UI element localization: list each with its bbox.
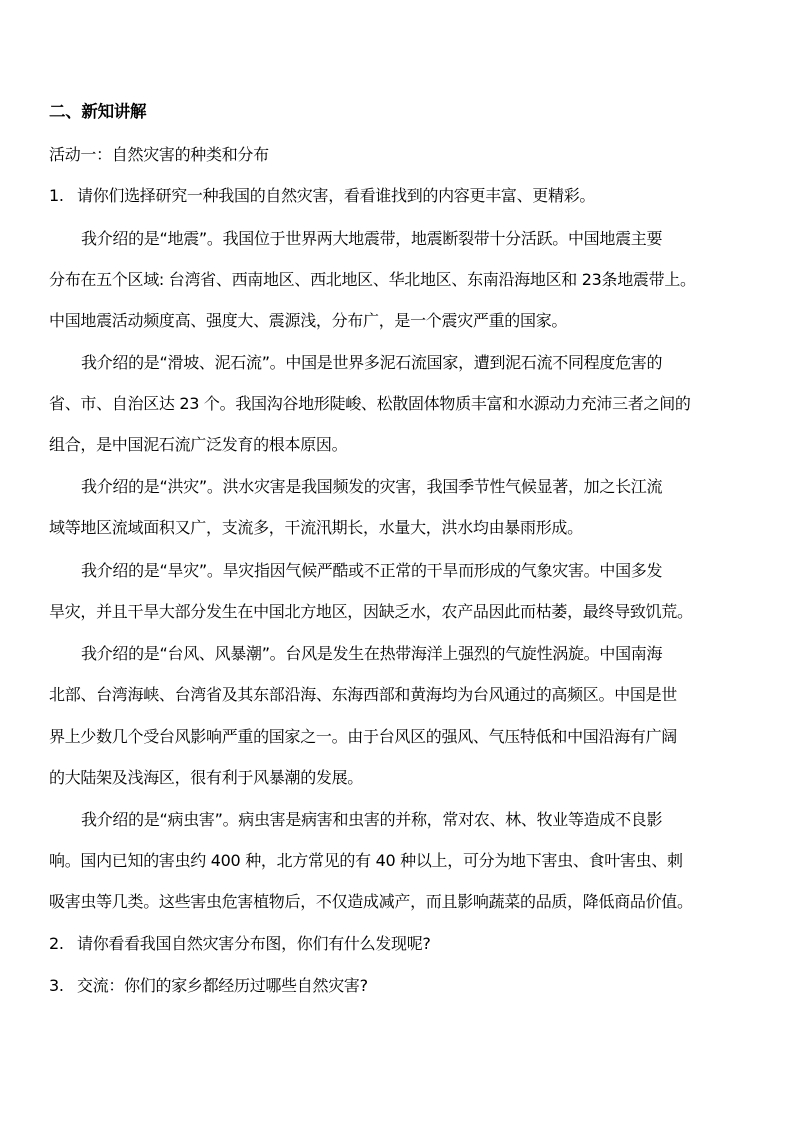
- paragraph-line: 响。国内已知的害虫约 400 种，北方常见的有 40 种以上，可分为地下害虫、食叶害虫、刺: [49, 851, 683, 870]
- activity-title: 活动一：自然灾害的种类和分布: [49, 145, 269, 164]
- paragraph-line: 分布在五个区域: 台湾省、西南地区、西北地区、华北地区、东南沿海地区和 23条地震带上。: [49, 270, 696, 289]
- paragraph-line: 我介绍的是“地震”。我国位于世界两大地震带，地震断裂带十分活跃。中国地震主要: [81, 229, 663, 248]
- section-heading: 二、新知讲解: [49, 102, 147, 121]
- question-text: 请你们选择研究一种我国的自然灾害，看看谁找到的内容更丰富、更精彩。: [77, 186, 596, 205]
- paragraph-line: 我介绍的是“旱灾”。旱灾指因气候严酷或不正常的干旱而形成的气象灾害。中国多发: [81, 561, 663, 580]
- question-text: 交流：你们的家乡都经历过哪些自然灾害?: [77, 976, 368, 995]
- paragraph-line: 我介绍的是“台风、风暴潮”。台风是发生在热带海洋上强烈的气旋性涡旋。中国南海: [81, 644, 663, 663]
- question-2: [49, 933, 431, 955]
- question-text: 请你看看我国自然灾害分布图，你们有什么发现呢?: [77, 934, 431, 953]
- question-3: [49, 975, 368, 997]
- question-number: 2.: [49, 934, 64, 953]
- paragraph-line: 我介绍的是“洪灾”。洪水灾害是我国频发的灾害，我国季节性气候显著，加之长江流: [81, 477, 663, 496]
- paragraph-line: 域等地区流域面积又广，支流多，干流汛期长，水量大，洪水均由暴雨形成。: [49, 518, 583, 537]
- paragraph-line: 的大陆架及浅海区，很有利于风暴潮的发展。: [49, 768, 364, 787]
- paragraph-line: 省、市、自治区达 23 个。我国沟谷地形陡峻、松散固体物质丰富和水源动力充沛三者之间的: [49, 394, 691, 413]
- paragraph-line: 吸害虫等几类。这些害虫危害植物后，不仅造成减产，而且影响蔬菜的品质，降低商品价值。: [49, 892, 693, 911]
- question-1: [49, 185, 595, 207]
- question-number: 3.: [49, 976, 64, 995]
- paragraph-line: 我介绍的是“滑坡、泥石流”。中国是世界多泥石流国家，遭到泥石流不同程度危害的: [81, 353, 663, 372]
- paragraph-line: 界上少数几个受台风影响严重的国家之一。由于台风区的强风、气压特低和中国沿海有广阔: [49, 727, 678, 746]
- paragraph-line: 我介绍的是“病虫害”。病虫害是病害和虫害的并称，常对农、林、牧业等造成不良影: [81, 810, 663, 829]
- paragraph-line: 中国地震活动频度高、强度大、震源浅，分布广，是一个震灾严重的国家。: [49, 311, 568, 330]
- paragraph-line: 北部、台湾海峡、台湾省及其东部沿海、东海西部和黄海均为台风通过的高频区。中国是世: [49, 685, 678, 704]
- paragraph-line: 组合，是中国泥石流广泛发育的根本原因。: [49, 435, 348, 454]
- question-number: 1.: [49, 186, 64, 205]
- paragraph-line: 旱灾，并且干旱大部分发生在中国北方地区，因缺乏水，农产品因此而枯萎，最终导致饥荒。: [49, 602, 693, 621]
